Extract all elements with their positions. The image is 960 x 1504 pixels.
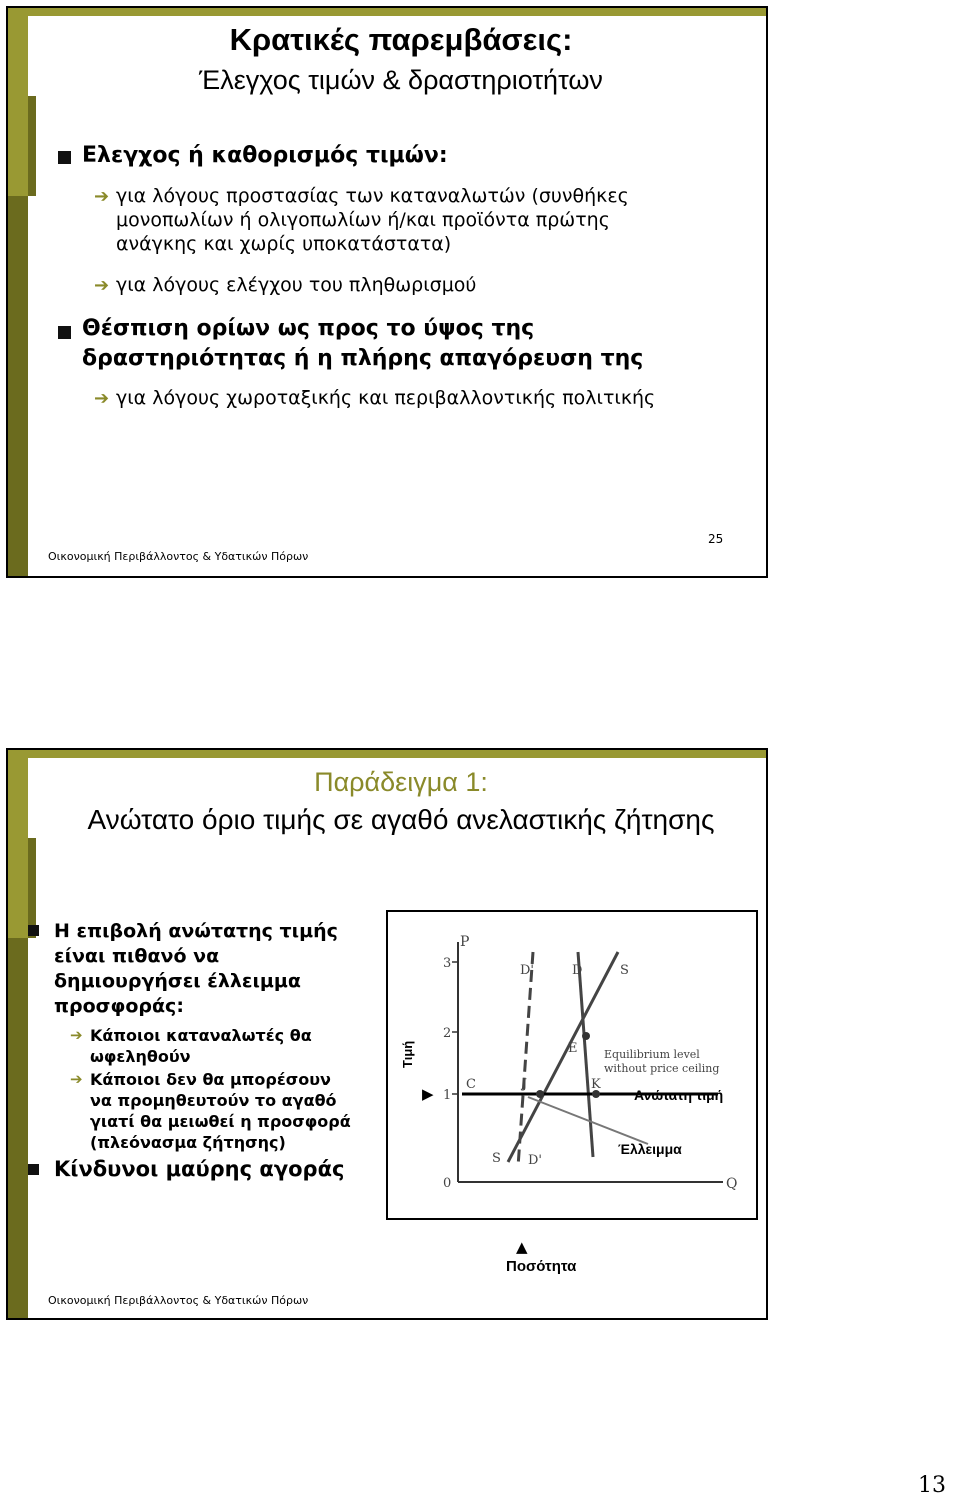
- y-axis-symbol: P: [460, 934, 470, 950]
- bullet-text: Κίνδυνοι μαύρης αγοράς: [54, 1157, 345, 1181]
- curve-label-d-prime-bottom: D': [528, 1153, 542, 1168]
- accent-notch: [28, 96, 36, 196]
- accent-bar: [8, 750, 28, 938]
- quantity-label: Ποσότητα: [506, 1258, 577, 1275]
- slide-page-number: 25: [708, 532, 724, 546]
- sub-bullet: για λόγους χωροταξικής και περιβαλλοντικής πολιτικής: [116, 387, 656, 409]
- page-number: 13: [918, 1473, 946, 1498]
- point-label-j: J: [522, 1077, 528, 1092]
- point-label-k: K: [591, 1077, 601, 1092]
- price-ceiling-diagram: [386, 910, 758, 1220]
- sub-bullet-line: ανάγκης και χωρίς υποκατάστατα): [116, 233, 452, 255]
- accent-bar: [8, 8, 28, 196]
- shortage-label: Έλλειμμα: [618, 1141, 682, 1157]
- title-line-1: Παράδειγμα 1:: [314, 767, 488, 797]
- title-line-2: Έλεγχος τιμών & δραστηριοτήτων: [199, 65, 603, 95]
- sub-bullet-line: Κάποιοι δεν θα μπορέσουν: [90, 1070, 331, 1089]
- x-axis-symbol: Q: [726, 1176, 738, 1192]
- bullet-line: προσφοράς:: [54, 995, 184, 1017]
- accent-notch: [28, 838, 36, 938]
- accent-top: [28, 8, 766, 16]
- accent-bar-lower: [8, 196, 28, 576]
- sub-bullet: για λόγους ελέγχου του πληθωρισμού: [116, 274, 477, 296]
- point-label-c: C: [466, 1077, 476, 1092]
- slide-25: [6, 6, 768, 578]
- curve-label-d: D: [572, 963, 583, 978]
- slide-example-1: [6, 748, 768, 1320]
- arrow-bullet-icon: ➔: [70, 1026, 83, 1044]
- sub-bullet: [116, 184, 629, 256]
- sub-bullet-line: Κάποιοι καταναλωτές θα: [90, 1026, 312, 1045]
- y-tick-label: 1: [443, 1088, 452, 1103]
- square-bullet-icon: [28, 1164, 39, 1175]
- y-tick-label: 2: [443, 1026, 452, 1041]
- curve-label-s-bottom: S: [492, 1151, 501, 1166]
- slide-title: [36, 16, 766, 104]
- sub-bullet: [90, 1069, 351, 1153]
- sub-bullet-line: για λόγους προστασίας των καταναλωτών (συνθήκες: [116, 185, 629, 207]
- demand-curve: [578, 952, 593, 1157]
- equilibrium-text: Equilibrium level: [604, 1048, 700, 1061]
- supply-curve: [508, 952, 618, 1162]
- bullet-line: είναι πιθανό να: [54, 945, 220, 967]
- title-line-1: Κρατικές παρεμβάσεις:: [229, 22, 573, 57]
- accent-bar-lower: [8, 938, 28, 1318]
- slide-footer: Οικονομική Περιβάλλοντος & Υδατικών Πόρων: [48, 550, 309, 563]
- slide-title: [36, 758, 766, 846]
- price-axis-label: Τιμή: [400, 1040, 415, 1068]
- bullet-heading-line: Θέσπιση ορίων ως προς το ύψος της: [82, 316, 535, 341]
- square-bullet-icon: [58, 151, 71, 164]
- bullet-heading: [82, 314, 643, 374]
- equilibrium-point: [582, 1032, 590, 1040]
- price-ceiling-svg: [388, 912, 756, 1218]
- y-tick-label: 0: [443, 1176, 452, 1191]
- bullet-line: Η επιβολή ανώτατης τιμής: [54, 920, 338, 942]
- title-line-2: Ανώτατο όριο τιμής σε αγαθό ανελαστικής ζήτησης: [87, 804, 715, 835]
- accent-top: [28, 750, 766, 758]
- price-marker-icon: ▶: [422, 1085, 434, 1103]
- y-tick-label: 3: [443, 956, 452, 971]
- arrow-bullet-icon: ➔: [94, 388, 110, 409]
- ceiling-label: Ανώτατη τιμή: [634, 1087, 724, 1103]
- quantity-marker-icon: ▲: [516, 1238, 528, 1256]
- arrow-bullet-icon: ➔: [94, 275, 110, 296]
- bullet-line: δημιουργήσει έλλειμμα: [54, 970, 301, 992]
- d-prime-curve: [518, 952, 533, 1167]
- curve-label-s: S: [620, 963, 629, 978]
- point-j: [536, 1090, 544, 1098]
- arrow-bullet-icon: ➔: [94, 186, 110, 207]
- square-bullet-icon: [28, 925, 39, 936]
- equilibrium-text: without price ceiling: [604, 1062, 720, 1075]
- point-label-e: E: [568, 1041, 578, 1056]
- arrow-bullet-icon: ➔: [70, 1070, 83, 1088]
- square-bullet-icon: [58, 326, 71, 339]
- sub-bullet-line: ωφεληθούν: [90, 1047, 191, 1066]
- sub-bullet-line: γιατί θα μειωθεί η προσφορά: [90, 1112, 351, 1131]
- bullet-text: [54, 919, 338, 1019]
- curve-label-d-prime: D': [520, 963, 534, 978]
- bullet-heading: Ελεγχος ή καθορισμός τιμών:: [82, 143, 448, 168]
- sub-bullet-line: να προμηθευτούν το αγαθό: [90, 1091, 337, 1110]
- slide-footer: Οικονομική Περιβάλλοντος & Υδατικών Πόρων: [48, 1294, 309, 1307]
- sub-bullet-line: μονοπωλίων ή ολιγοπωλίων ή/και προϊόντα πρώτης: [116, 209, 610, 231]
- sub-bullet-line: (πλεόνασμα ζήτησης): [90, 1133, 286, 1152]
- sub-bullet: [90, 1025, 312, 1067]
- bullet-heading-line: δραστηριότητας ή η πλήρης απαγόρευση της: [82, 346, 644, 371]
